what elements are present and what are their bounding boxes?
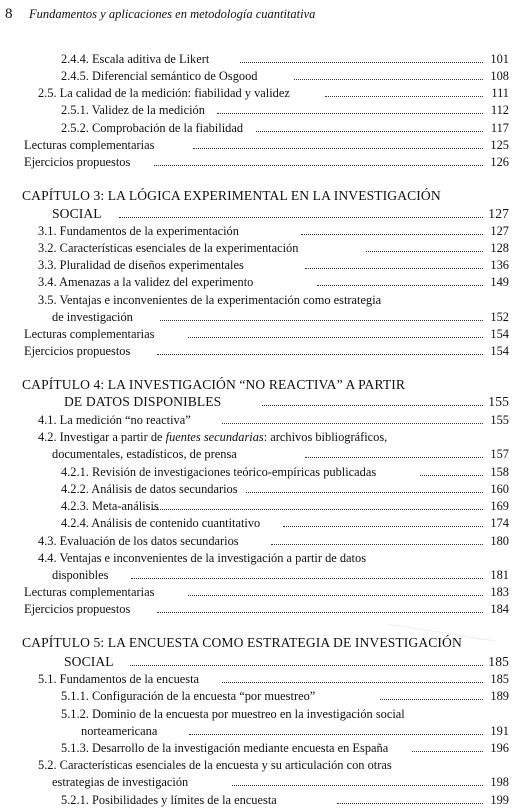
toc-page-number: 199 [490,793,509,807]
toc-page-number: 154 [490,327,509,341]
toc-entry-label: 4.2.2. Análisis de datos secundarios [61,482,238,496]
toc-page-number: 158 [490,465,509,479]
toc-entry [0,739,529,757]
toc-entry [0,256,529,274]
toc-entry-label: CAPÍTULO 4: LA INVESTIGACIÓN “NO REACTIVA” A PARTIR [22,377,406,392]
toc-entry-label: 2.4.4. Escala aditiva de Likert [61,52,210,66]
toc-entry [0,773,529,791]
toc-entry-label: Ejercicios propuestos [24,602,131,616]
toc-page-number: 181 [490,568,509,582]
toc-page-number: 174 [490,516,509,530]
toc-page-number: 180 [490,534,509,548]
toc-entry [0,791,529,809]
toc-page-number: 117 [490,121,509,135]
dot-leader [337,803,483,804]
dot-leader [305,457,483,458]
toc-page-number: 101 [490,52,509,66]
toc-entry [0,583,529,601]
dot-leader [301,234,483,235]
toc-entry [0,722,529,740]
toc-page-number: 184 [490,602,509,616]
toc-entry-label: 2.5.1. Validez de la medición [61,103,205,117]
toc-page-number: 136 [490,258,509,272]
toc-entry-label: 4.2.1. Revisión de investigaciones teórico-empíricas publicadas [61,465,377,479]
toc-page-number: 127 [490,224,509,238]
dot-leader [157,612,483,613]
toc-entry-label: 5.1.1. Configuración de la encuesta “por muestreo” [61,689,316,703]
toc-entry [0,705,529,723]
toc-entry-label: documentales, estadísticos, de prensa [52,447,237,461]
toc-chapter-line [0,205,529,223]
toc-entry-label: estrategias de investigación [52,775,189,789]
toc-entry-label: 2.5.2. Comprobación de la fiabilidad [61,121,244,135]
toc-entry-label: disponibles [52,568,109,582]
dot-leader [412,751,483,752]
running-title: Fundamentos y aplicaciones en metodología cuantitativa [29,7,316,21]
dot-leader [240,62,483,63]
toc-entry [0,445,529,463]
toc-entry [0,136,529,154]
toc-entry [0,50,529,68]
dot-leader [283,526,483,527]
toc-entry-label: 4.2. Investigar a partir de fuentes secundarias: archivos bibliográficos, [38,430,388,444]
toc-entry-label: Lecturas complementarias [24,327,155,341]
toc-entry [0,600,529,618]
toc-page-number: 191 [490,724,509,738]
toc-entry-label: CAPÍTULO 5: LA ENCUESTA COMO ESTRATEGIA DE INVESTIGACIÓN [22,635,462,650]
toc-page-number: 198 [490,775,509,789]
toc-chapter-line [0,376,529,394]
dot-leader [193,148,483,149]
toc-entry [0,273,529,291]
toc-entry [0,670,529,688]
toc-page-number: 169 [490,499,509,513]
dot-leader [160,320,483,321]
toc-page-number: 108 [490,69,509,83]
toc-page-number: 155 [488,394,509,409]
toc-entry [0,119,529,137]
toc-page-number: 189 [490,689,509,703]
toc-page-number: 149 [490,275,509,289]
dot-leader [256,131,483,132]
dot-leader [188,595,483,596]
toc-entry [0,756,529,774]
dot-leader [325,96,483,97]
page-number: 8 [5,6,13,22]
toc-entry [0,84,529,102]
toc-entry-label: SOCIAL [52,206,102,221]
dot-leader [420,475,483,476]
toc-entry-label: norteamericana [81,724,158,738]
dot-leader [305,268,483,269]
dot-leader [317,285,483,286]
toc-entry [0,687,529,705]
toc-entry-label: 5.2. Características esenciales de la encuesta y su articulación con otras [38,758,392,772]
dot-leader [119,217,483,218]
toc-entry [0,101,529,119]
toc-entry [0,463,529,481]
toc-entry-label: Lecturas complementarias [24,138,155,152]
dot-leader [157,354,483,355]
toc-page-number: 157 [490,447,509,461]
page-header [5,4,519,24]
toc-page-number: 185 [490,672,509,686]
toc-entry-label: SOCIAL [64,654,114,669]
toc-entry-label: DE DATOS DISPONIBLES [64,394,222,409]
toc-entry-label: de investigación [52,310,133,324]
toc-entry-label: 3.3. Pluralidad de diseños experimentales [38,258,244,272]
dot-leader [246,492,483,493]
toc-entry [0,532,529,550]
dot-leader [153,509,483,510]
dot-leader [130,665,483,666]
toc-entry [0,67,529,85]
dot-leader [154,165,483,166]
toc-entry [0,239,529,257]
toc-entry-label: 4.1. La medición “no reactiva” [38,413,191,427]
toc-entry-label: 5.2.1. Posibilidades y límites de la encuesta [61,793,277,807]
toc-entry-label: Lecturas complementarias [24,585,155,599]
toc-entry-label: Ejercicios propuestos [24,344,131,358]
dot-leader [188,337,483,338]
dot-leader [380,699,483,700]
toc-entry-label: 3.5. Ventajas e inconvenientes de la experimentación como estrategia [38,293,382,307]
toc-page-number: 125 [490,138,509,152]
toc-entry [0,411,529,429]
toc-entry [0,428,529,446]
toc-entry [0,566,529,584]
toc-page-number: 128 [490,241,509,255]
toc-entry-label: 2.4.5. Diferencial semántico de Osgood [61,69,258,83]
toc-entry-label: 3.4. Amenazas a la validez del experimento [38,275,254,289]
toc-entry-label: 4.4. Ventajas e inconvenientes de la investigación a partir de datos [38,551,367,565]
toc-page-number: 155 [490,413,509,427]
toc-page-number: 154 [490,344,509,358]
toc-entry-label: CAPÍTULO 3: LA LÓGICA EXPERIMENTAL EN LA INVESTIGACIÓN [22,188,441,203]
toc-page-number: 112 [490,103,509,117]
toc-chapter-line [0,187,529,205]
toc-entry-label: 3.2. Características esenciales de la experimentación [38,241,299,255]
toc-entry [0,308,529,326]
toc-page-number: 126 [490,155,509,169]
dot-leader [131,578,483,579]
toc-entry [0,480,529,498]
toc-page-number: 111 [491,86,509,100]
toc-entry-label: 3.1. Fundamentos de la experimentación [38,224,239,238]
toc-entry [0,325,529,343]
toc-entry-label: 4.2.3. Meta-análisis [61,499,159,513]
toc-entry [0,291,529,309]
toc-page-number: 185 [488,654,509,669]
toc-page-number: 196 [490,741,509,755]
dot-leader [262,405,483,406]
toc-page-number: 160 [490,482,509,496]
toc-entry-label: 5.1.3. Desarrollo de la investigación mediante encuesta en España [61,741,389,755]
dot-leader [232,785,483,786]
toc-entry [0,514,529,532]
toc-entry-label: 5.1. Fundamentos de la encuesta [38,672,200,686]
toc-entry-label: 2.5. La calidad de la medición: fiabilidad y validez [38,86,290,100]
toc-entry [0,222,529,240]
toc-entry [0,342,529,360]
dot-leader [222,423,483,424]
toc-entry [0,153,529,171]
dot-leader [271,544,483,545]
dot-leader [189,734,483,735]
toc-entry-label: 4.2.4. Análisis de contenido cuantitativo [61,516,261,530]
toc-chapter-line [0,393,529,411]
toc-page-number: 152 [490,310,509,324]
toc-page-number: 183 [490,585,509,599]
toc-entry-label: 4.3. Evaluación de los datos secundarios [38,534,239,548]
dot-leader [222,682,483,683]
dot-leader [366,251,483,252]
toc-entry [0,549,529,567]
dot-leader [217,113,483,114]
toc-entry-label: 5.1.2. Dominio de la encuesta por muestreo en la investigación social [61,707,405,721]
toc-entry [0,497,529,515]
toc-page-number: 127 [488,206,509,221]
toc-entry-label: Ejercicios propuestos [24,155,131,169]
dot-leader [294,79,483,80]
